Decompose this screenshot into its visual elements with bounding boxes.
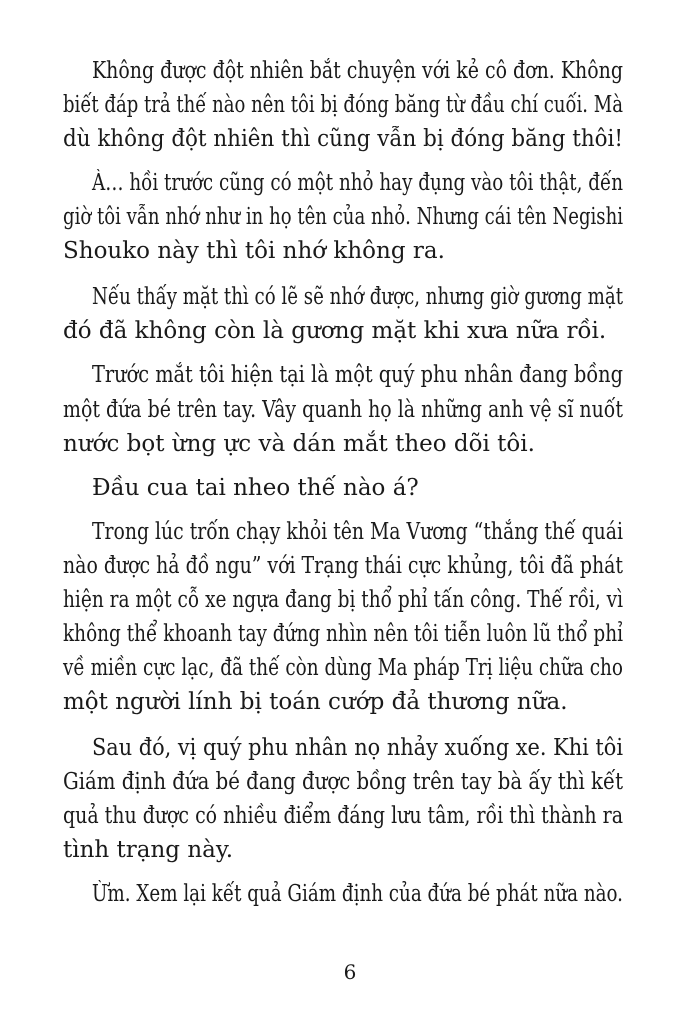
text-line: dù không đột nhiên thì cũng vẫn bị đóng băng thôi! xyxy=(63,126,623,152)
text-line: về miền cực lạc, đã thế còn dùng Ma pháp Trị liệu chữa cho xyxy=(63,655,623,681)
text-line: hiện ra một cỗ xe ngựa đang bị thổ phỉ tấn công. Thế rồi, vì xyxy=(63,587,623,613)
text-line: Đầu cua tai nheo thế nào á? xyxy=(92,475,419,501)
text-line: Ừm. Xem lại kết quả Giám định của đứa bé phát nữa nào. xyxy=(92,881,623,907)
text-line: nước bọt ừng ực và dán mắt theo dõi tôi. xyxy=(63,431,535,457)
text-line: tình trạng này. xyxy=(63,837,234,863)
text-line: Trong lúc trốn chạy khỏi tên Ma Vương “thắng thế quái xyxy=(92,519,623,545)
text-line: À… hồi trước cũng có một nhỏ hay đụng vào tôi thật, đến xyxy=(92,170,623,196)
text-line: không thể khoanh tay đứng nhìn nên tôi tiễn luôn lũ thổ phỉ xyxy=(63,621,623,647)
text-line: Giám định đứa bé đang được bồng trên tay bà ấy thì kết xyxy=(63,769,623,795)
text-line: Sau đó, vị quý phu nhân nọ nhảy xuống xe. Khi tôi xyxy=(92,735,623,761)
text-line: nào được hả đồ ngu” với Trạng thái cực khủng, tôi đã phát xyxy=(63,553,623,579)
text-line: một người lính bị toán cướp đả thương nữa. xyxy=(63,689,568,715)
text-line: đó đã không còn là gương mặt khi xưa nữa rồi. xyxy=(63,318,607,344)
text-line: Shouko này thì tôi nhớ không ra. xyxy=(63,238,445,264)
page-number: 6 xyxy=(343,960,357,984)
text-line: Trước mắt tôi hiện tại là một quý phu nhân đang bồng xyxy=(92,362,623,388)
text-line: quả thu được có nhiều điểm đáng lưu tâm, rồi thì thành ra xyxy=(63,803,623,829)
text-line: một đứa bé trên tay. Vây quanh họ là những anh vệ sĩ nuốt xyxy=(63,397,623,423)
text-line: biết đáp trả thế nào nên tôi bị đóng băng từ đầu chí cuối. Mà xyxy=(63,92,623,118)
text-line: giờ tôi vẫn nhớ như in họ tên của nhỏ. Nhưng cái tên Negishi xyxy=(63,204,623,230)
text-line: Không được đột nhiên bắt chuyện với kẻ cô đơn. Không xyxy=(92,58,623,84)
text-line: Nếu thấy mặt thì có lẽ sẽ nhớ được, nhưng giờ gương mặt xyxy=(92,284,623,310)
